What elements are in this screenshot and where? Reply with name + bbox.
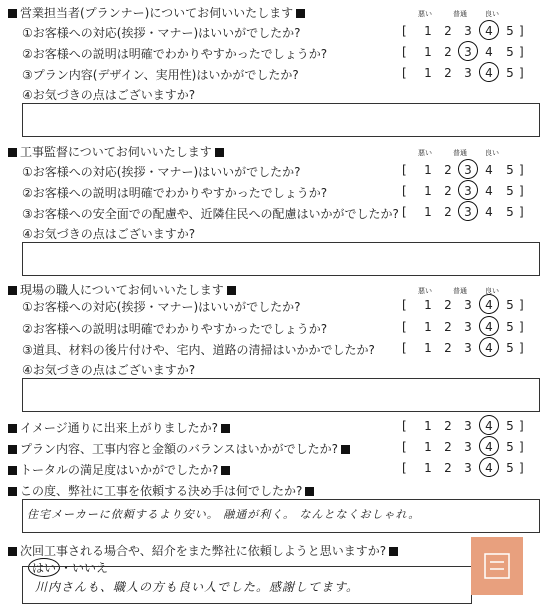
overall-question (8, 461, 230, 478)
rating-scale[interactable] (402, 45, 524, 61)
rating-scale[interactable] (402, 320, 524, 336)
section-title: 営業担当者(プランナー)についてお伺いいたします (20, 6, 294, 20)
bracket-open: [ (402, 205, 407, 219)
section-heading (8, 482, 314, 499)
bracket-close: ] (519, 461, 524, 475)
rating-scale[interactable] (402, 298, 524, 314)
rating-option-5[interactable]: 5 (506, 341, 514, 355)
rating-legend (402, 9, 524, 18)
rating-legend (402, 148, 524, 157)
bracket-open: [ (402, 298, 407, 312)
section-title: この度、弊社に工事を依頼する決め手は何でしたか? (20, 484, 303, 498)
rating-option-5[interactable]: 5 (506, 298, 514, 312)
legend-good: 良い (485, 149, 499, 157)
bracket-open: [ (402, 184, 407, 198)
comment-prompt: ④お気づきの点はございますか? (22, 227, 196, 241)
rating-scale[interactable] (402, 163, 524, 179)
rating-option-3[interactable]: 3 (464, 419, 472, 433)
comment-prompt: ④お気づきの点はございますか? (22, 363, 196, 377)
legend-bad: 悪い (418, 10, 432, 18)
comment-box[interactable] (22, 103, 540, 137)
square-bullet-icon (389, 547, 398, 556)
legend-bad: 悪い (418, 287, 432, 295)
no-option[interactable]: いいえ (72, 561, 109, 575)
selected-rating-circle (457, 200, 480, 223)
rating-option-4[interactable]: 4 (485, 461, 493, 475)
rating-option-3[interactable]: 3 (464, 440, 472, 454)
selected-rating-circle (478, 414, 501, 437)
rating-option-2[interactable]: 2 (444, 205, 452, 219)
rating-option-5[interactable]: 5 (506, 440, 514, 454)
handwritten-comment: 川内さんも、職人の方も良い人でした。感謝してます。 (35, 580, 360, 594)
rating-option-4[interactable]: 4 (485, 341, 493, 355)
rating-option-3[interactable]: 3 (464, 66, 472, 80)
bracket-close: ] (519, 205, 524, 219)
rating-option-2[interactable]: 2 (444, 184, 452, 198)
square-bullet-icon (305, 487, 314, 496)
legend-good: 良い (485, 10, 499, 18)
handwritten-answer: 住宅メーカーに依頼するより安い。 融通が利く。 なんとなくおしゃれ。 (27, 508, 421, 521)
square-bullet-icon (8, 148, 17, 157)
rating-option-1[interactable]: 1 (424, 205, 432, 219)
rating-option-2[interactable]: 2 (444, 440, 452, 454)
rating-option-5[interactable]: 5 (506, 320, 514, 334)
rating-scale[interactable] (402, 184, 524, 200)
square-bullet-icon (8, 466, 17, 475)
rating-option-3[interactable]: 3 (464, 45, 472, 59)
comment-box[interactable] (22, 378, 540, 412)
legend-average: 普通 (453, 10, 467, 18)
bracket-close: ] (519, 163, 524, 177)
square-bullet-icon (296, 9, 305, 18)
rating-option-1[interactable]: 1 (424, 341, 432, 355)
square-bullet-icon (341, 445, 350, 454)
legend-average: 普通 (453, 287, 467, 295)
bracket-close: ] (519, 66, 524, 80)
rating-option-4[interactable]: 4 (485, 320, 493, 334)
question: ③お客様への安全面での配慮や、近隣住民への配慮はいかがでしたか? (22, 207, 399, 221)
rating-scale[interactable] (402, 440, 524, 456)
rating-option-1[interactable]: 1 (424, 419, 432, 433)
rating-option-5[interactable]: 5 (506, 45, 514, 59)
rating-option-3[interactable]: 3 (464, 461, 472, 475)
bracket-open: [ (402, 419, 407, 433)
question: ②お客様への説明は明確でわかりやすかったでしょうか? (22, 186, 328, 200)
section-title: 工事監督についてお伺いいたします (20, 145, 212, 159)
bracket-close: ] (519, 440, 524, 454)
bracket-close: ] (519, 320, 524, 334)
rating-option-5[interactable]: 5 (506, 24, 514, 38)
bracket-open: [ (402, 440, 407, 454)
selected-rating-circle (478, 456, 501, 479)
rating-option-1[interactable]: 1 (424, 440, 432, 454)
rating-option-2[interactable]: 2 (444, 419, 452, 433)
rating-option-2[interactable]: 2 (444, 320, 452, 334)
selected-rating-circle (457, 158, 480, 181)
rating-option-2[interactable]: 2 (444, 66, 452, 80)
selected-rating-circle (457, 179, 480, 202)
question: ③道具、材料の後片付けや、宅内、道路の清掃はいかかでしたか? (22, 343, 375, 357)
rating-option-5[interactable]: 5 (506, 66, 514, 80)
rating-option-4[interactable]: 4 (485, 184, 493, 198)
rating-option-2[interactable]: 2 (444, 341, 452, 355)
rating-option-3[interactable]: 3 (464, 24, 472, 38)
question-text: プラン内容、工事内容と金額のバランスはいかがでしたか? (20, 442, 339, 456)
legend-good: 良い (485, 287, 499, 295)
rating-legend (402, 286, 524, 295)
square-bullet-icon (8, 487, 17, 496)
rating-option-4[interactable]: 4 (485, 45, 493, 59)
rating-option-4[interactable]: 4 (485, 66, 493, 80)
question: ②お客様への説明は明確でわかりやすかったでしょうか? (22, 47, 328, 61)
square-bullet-icon (8, 286, 17, 295)
bracket-close: ] (519, 298, 524, 312)
selected-rating-circle (478, 315, 501, 338)
bracket-open: [ (402, 66, 407, 80)
square-bullet-icon (8, 424, 17, 433)
answer-box[interactable] (22, 499, 540, 533)
bracket-close: ] (519, 45, 524, 59)
rating-option-5[interactable]: 5 (506, 184, 514, 198)
comment-box[interactable] (22, 566, 472, 604)
company-stamp-logo (471, 537, 523, 595)
question: ①お客様への対応(挨拶・マナー)はいいがでしたか? (22, 26, 301, 40)
rating-option-1[interactable]: 1 (424, 184, 432, 198)
question-text: トータルの満足度はいかがでしたか? (20, 463, 219, 477)
rating-scale[interactable] (402, 66, 524, 82)
square-bullet-icon (221, 466, 230, 475)
rating-option-5[interactable]: 5 (506, 163, 514, 177)
rating-option-2[interactable]: 2 (444, 163, 452, 177)
yes-option-selected[interactable]: はい (28, 558, 60, 577)
bracket-open: [ (402, 461, 407, 475)
question-text: イメージ通りに出来上がりましたか? (20, 421, 219, 435)
rating-scale[interactable] (402, 205, 524, 221)
rating-scale[interactable] (402, 419, 524, 435)
rating-option-5[interactable]: 5 (506, 461, 514, 475)
comment-box[interactable] (22, 242, 540, 276)
rating-option-5[interactable]: 5 (506, 205, 514, 219)
rating-option-2[interactable]: 2 (444, 461, 452, 475)
comment-prompt: ④お気づきの点はございますか? (22, 88, 196, 102)
selected-rating-circle (478, 435, 501, 458)
rating-option-1[interactable]: 1 (424, 320, 432, 334)
bracket-close: ] (519, 341, 524, 355)
square-bullet-icon (8, 445, 17, 454)
overall-question (8, 440, 350, 457)
bracket-open: [ (402, 320, 407, 334)
question: ①お客様への対応(挨拶・マナー)はいいがでしたか? (22, 165, 301, 179)
selected-rating-circle (478, 336, 501, 359)
rating-option-4[interactable]: 4 (485, 163, 493, 177)
section-title: 現場の職人についてお伺いいたします (20, 283, 224, 297)
bracket-open: [ (402, 163, 407, 177)
overall-question (8, 419, 230, 436)
rating-option-4[interactable]: 4 (485, 440, 493, 454)
rating-option-4[interactable]: 4 (485, 298, 493, 312)
rating-scale[interactable] (402, 461, 524, 477)
section-title: 次回工事される場合や、紹介をまた弊社に依頼しようと思いますか? (20, 544, 387, 558)
rating-option-4[interactable]: 4 (485, 24, 493, 38)
rating-option-1[interactable]: 1 (424, 66, 432, 80)
rating-option-1[interactable]: 1 (424, 163, 432, 177)
legend-bad: 悪い (418, 149, 432, 157)
rating-option-2[interactable]: 2 (444, 45, 452, 59)
square-bullet-icon (215, 148, 224, 157)
rating-option-3[interactable]: 3 (464, 341, 472, 355)
section-heading (8, 143, 224, 160)
selected-rating-circle (478, 61, 501, 84)
bracket-open: [ (402, 45, 407, 59)
question: ①お客様への対応(挨拶・マナー)はいいがでしたか? (22, 300, 301, 314)
rating-option-1[interactable]: 1 (424, 45, 432, 59)
rating-option-4[interactable]: 4 (485, 205, 493, 219)
rating-option-3[interactable]: 3 (464, 184, 472, 198)
legend-average: 普通 (453, 149, 467, 157)
selected-rating-circle (478, 19, 501, 42)
rating-scale[interactable] (402, 24, 524, 40)
square-bullet-icon (227, 286, 236, 295)
rating-option-1[interactable]: 1 (424, 24, 432, 38)
square-bullet-icon (221, 424, 230, 433)
selected-rating-circle (478, 293, 501, 316)
bracket-close: ] (519, 419, 524, 433)
bracket-open: [ (402, 341, 407, 355)
rating-scale[interactable] (402, 341, 524, 357)
rating-option-2[interactable]: 2 (444, 24, 452, 38)
rating-option-1[interactable]: 1 (424, 298, 432, 312)
question: ②お客様への説明は明確でわかりやすかったでしょうか? (22, 322, 328, 336)
section-heading (8, 542, 398, 559)
square-bullet-icon (8, 547, 17, 556)
bracket-close: ] (519, 184, 524, 198)
selected-rating-circle (457, 40, 480, 63)
rating-option-3[interactable]: 3 (464, 205, 472, 219)
rating-option-3[interactable]: 3 (464, 320, 472, 334)
stamp-mark-icon (482, 551, 512, 581)
separator: ・ (60, 561, 73, 575)
rating-option-4[interactable]: 4 (485, 419, 493, 433)
rating-option-1[interactable]: 1 (424, 461, 432, 475)
bracket-open: [ (402, 24, 407, 38)
question: ③プラン内容(デザイン、実用性)はいかがでしたか? (22, 68, 299, 82)
rating-option-3[interactable]: 3 (464, 163, 472, 177)
rating-option-2[interactable]: 2 (444, 298, 452, 312)
rating-option-5[interactable]: 5 (506, 419, 514, 433)
rating-option-3[interactable]: 3 (464, 298, 472, 312)
square-bullet-icon (8, 9, 17, 18)
section-heading (8, 281, 236, 298)
section-heading (8, 4, 305, 21)
bracket-close: ] (519, 24, 524, 38)
